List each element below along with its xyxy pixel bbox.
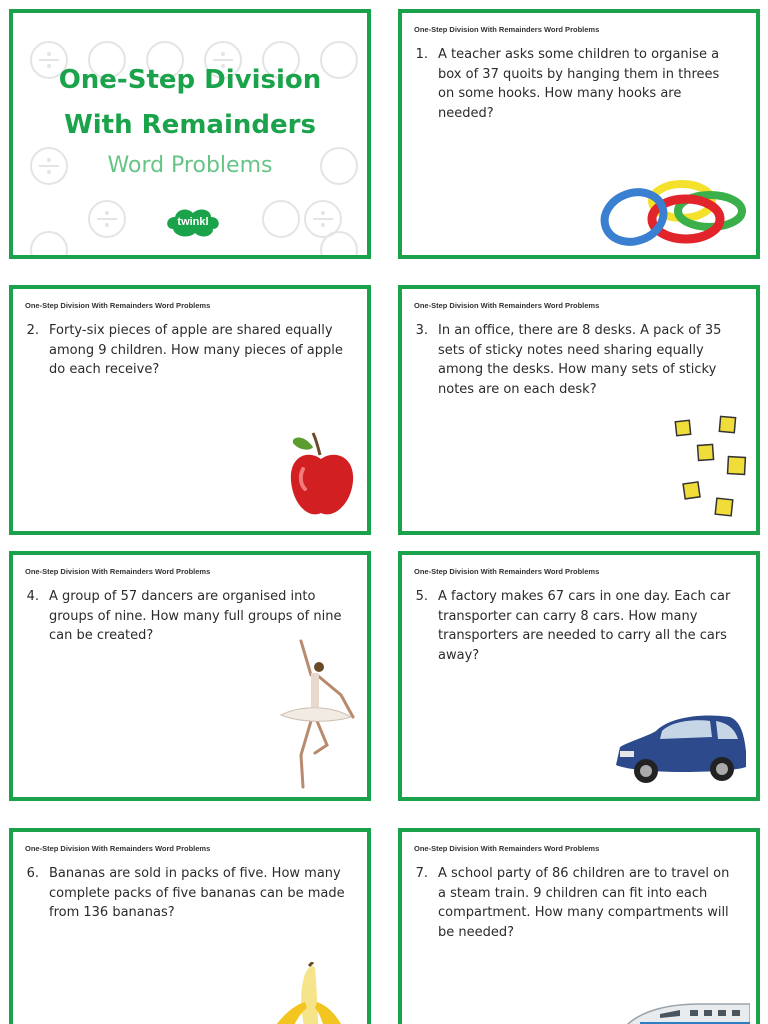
question-text: A factory makes 67 cars in one day. Each car transporter can carry 8 cars. How many transporters are needed to carry all the cars away?	[438, 589, 731, 663]
question-6	[25, 864, 345, 923]
question-text: A school party of 86 children are to travel on a steam train. 9 children can fit into each compartment. How many compartments will be needed?	[438, 866, 730, 940]
question-1	[414, 45, 734, 123]
question-text: A teacher asks some children to organise a box of 37 quoits by hanging them in threes on some hooks. How many hooks are needed?	[438, 47, 720, 121]
question-card-3	[398, 285, 760, 535]
question-card-7	[398, 828, 760, 1024]
train-icon	[620, 994, 750, 1024]
cover-title-line-1: One-Step Division	[58, 65, 322, 95]
question-text: Bananas are sold in packs of five. How many complete packs of five bananas can be made from 136 bananas?	[49, 866, 345, 920]
banana-icon	[261, 962, 351, 1024]
apple-icon	[287, 429, 357, 521]
question-card-5	[398, 551, 760, 801]
question-number: 3.	[415, 323, 428, 338]
cover-card	[9, 9, 371, 259]
card-header: One-Step Division With Remainders Word Problems	[414, 301, 600, 310]
question-number: 2.	[26, 323, 39, 338]
card-header: One-Step Division With Remainders Word Problems	[25, 567, 211, 576]
question-5	[414, 587, 734, 665]
card-header: One-Step Division With Remainders Word Problems	[414, 25, 600, 34]
car-icon	[610, 707, 750, 789]
twinkl-logo	[163, 203, 223, 243]
question-card-2	[9, 285, 371, 535]
question-card-6	[9, 828, 371, 1024]
question-number: 6.	[26, 866, 39, 881]
question-text: In an office, there are 8 desks. A pack of 35 sets of sticky notes need sharing equally among the desks. How many sets of sticky notes are on each desk?	[438, 323, 722, 397]
quoits-icon	[598, 173, 750, 247]
question-3	[414, 321, 734, 399]
question-card-1	[398, 9, 760, 259]
question-number: 7.	[415, 866, 428, 881]
card-header: One-Step Division With Remainders Word Problems	[414, 567, 600, 576]
cover-title-line-2: With Remainders	[64, 110, 316, 140]
question-text: A group of 57 dancers are organised into groups of nine. How many full groups of nine can be created?	[49, 589, 342, 643]
question-text: Forty-six pieces of apple are shared equally among 9 children. How many pieces of apple do each receive?	[49, 323, 343, 377]
card-header: One-Step Division With Remainders Word Problems	[25, 301, 211, 310]
sticky-notes-icon	[670, 413, 750, 523]
question-7	[414, 864, 734, 942]
twinkl-logo-text: twinkl	[177, 216, 209, 228]
question-number: 5.	[415, 589, 428, 604]
question-number: 1.	[415, 47, 428, 62]
question-number: 4.	[26, 589, 39, 604]
card-header: One-Step Division With Remainders Word Problems	[25, 844, 211, 853]
card-header: One-Step Division With Remainders Word Problems	[414, 844, 600, 853]
ballerina-icon	[271, 635, 361, 791]
question-card-4	[9, 551, 371, 801]
cover-subtitle: Word Problems	[107, 153, 273, 178]
question-2	[25, 321, 345, 380]
